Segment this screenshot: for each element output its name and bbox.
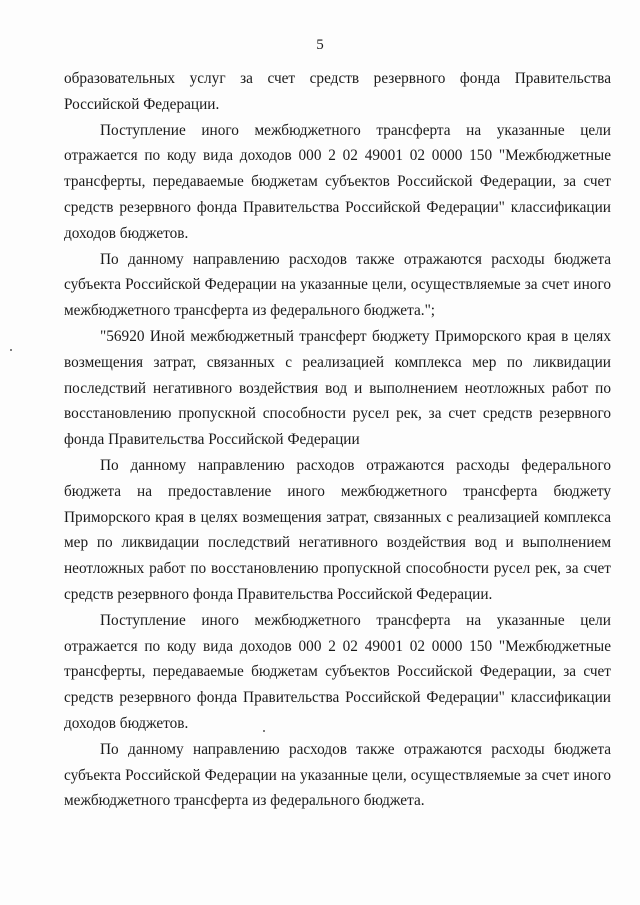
paragraph-4: "56920 Иной межбюджетный трансферт бюджету Приморского края в целях возмещения затрат, связанных с реализацией комплекса мер по ликвидации последствий негативного воздействия вод и выполнением неотложных работ по восстановлению пропускной способности русел рек, за счет средств резервного фонда Правительства Российской Федерации: [64, 327, 611, 449]
paragraph-6: Поступление иного межбюджетного трансферта на указанные цели отражается по коду вида доходов 000 2 02 49001 02 0000 150 "Межбюджетные трансферты, передаваемые бюджетам субъектов Российской Федерации, за счет средств резервного фонда Правительства Российской Федерации" классификации доходов бюджетов.: [64, 611, 611, 732]
paragraph-2: Поступление иного межбюджетного трансферта на указанные цели отражается по коду вида доходов 000 2 02 49001 02 0000 150 "Межбюджетные трансферты, передаваемые бюджетам субъектов Российской Федерации, за счет средств резервного фонда Правительства Российской Федерации" классификации доходов бюджетов.: [64, 121, 611, 242]
paragraph-1: образовательных услуг за счет средств резервного фонда Правительства Российской Федерации.: [64, 70, 611, 113]
paragraph-7: По данному направлению расходов также отражаются расходы бюджета субъекта Российской Федерации на указанные цели, осуществляемые за счет иного межбюджетного трансферта из федерального бюджета.: [64, 740, 611, 810]
scan-speck: [10, 349, 12, 351]
paragraph-5: По данному направлению расходов отражаются расходы федерального бюджета на предоставление иного межбюджетного трансферта бюджету Приморского края в целях возмещения затрат, связанных с реализацией комплекса мер по ликвидации последствий негативного воздействия вод и выполнением неотложных работ по восстановлению пропускной способности русел рек, за счет средств резервного фонда Правительства Российской Федерации.: [64, 456, 611, 603]
document-body: [64, 66, 611, 814]
scan-speck: [263, 730, 265, 732]
page-number: 5: [316, 37, 324, 53]
paragraph-3: По данному направлению расходов также отражаются расходы бюджета субъекта Российской Федерации на указанные цели, осуществляемые за счет иного межбюджетного трансферта из федерального бюджета.";: [64, 250, 611, 320]
